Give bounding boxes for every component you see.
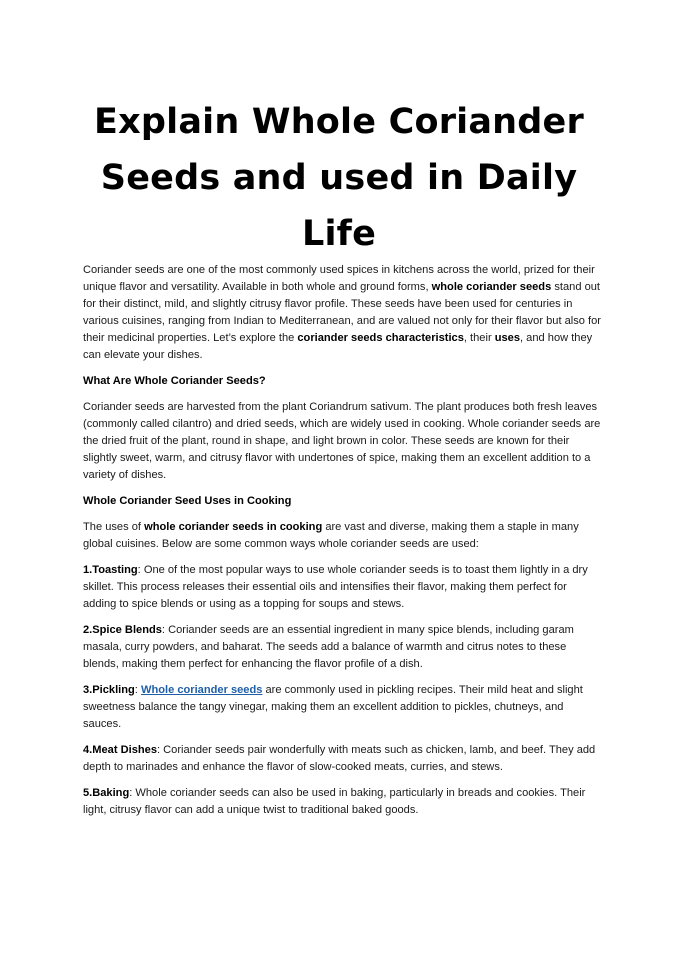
list-item-label: 2.Spice Blends bbox=[83, 624, 162, 636]
spacer bbox=[83, 673, 601, 682]
list-item-text: : One of the most popular ways to use whole coriander seeds is to toast them lightly in a dry skillet. This process releases their essential oils and intensifies their flavor, making them perfect for adding to spice blends or using as a topping for soups and stews. bbox=[83, 564, 588, 610]
list-item-separator: : bbox=[134, 684, 141, 696]
list-item-label: 1.Toasting bbox=[83, 564, 138, 576]
uses-bold-phrase: whole coriander seeds in cooking bbox=[144, 521, 323, 533]
intro-bold-characteristics: coriander seeds characteristics bbox=[297, 332, 464, 344]
section-what-are-paragraph: Coriander seeds are harvested from the plant Coriandrum sativum. The plant produces both fresh leaves (commonly called cilantro) and dried seeds, which are widely used in cooking. Whole coriander seeds are the dried fruit of the plant, round in shape, and light brown in color. These seeds are known for their slightly sweet, warm, and citrusy flavor with undertones of spice, making them an excellent addition to a variety of dishes. bbox=[83, 401, 601, 481]
intro-text-1: Coriander seeds are one of the most commonly used spices in kitchens across the world, prized for their unique flavor and versatility. Available in both whole and ground forms, bbox=[83, 264, 595, 293]
list-item-label: 5.Baking bbox=[83, 787, 130, 799]
list-item-toasting bbox=[83, 562, 601, 613]
intro-text-2: stand out for their distinct, mild, and slightly citrusy flavor profile. These seeds have been used for centuries in various cuisines, ranging from Indian to Mediterranean, and are valued not only for their flavor but also for their medicinal properties. Let’s explore the bbox=[83, 281, 601, 344]
page-title: Explain Whole Coriander Seeds and used in Daily Life bbox=[94, 102, 584, 254]
spacer bbox=[83, 553, 601, 562]
article-body bbox=[83, 262, 601, 819]
spacer bbox=[83, 390, 601, 399]
intro-bold-whole-coriander-seeds: whole coriander seeds bbox=[431, 281, 552, 293]
intro-text-4: , and how they can elevate your dishes. bbox=[83, 332, 593, 361]
uses-text-2: are vast and diverse, making them a staple in many global cuisines. Below are some common ways whole coriander seeds are used: bbox=[83, 521, 579, 550]
section-heading-what-are: What Are Whole Coriander Seeds? bbox=[83, 375, 266, 387]
list-item-label: 3.Pickling bbox=[83, 684, 135, 696]
section-uses-paragraph bbox=[83, 519, 601, 553]
list-item-baking bbox=[83, 785, 601, 819]
spacer bbox=[83, 484, 601, 493]
list-item-text: : Whole coriander seeds can also be used in baking, particularly in breads and cookies. Their light, citrusy flavor can add a unique twist to traditional baked goods. bbox=[83, 787, 586, 816]
list-item-text: are commonly used in pickling recipes. Their mild heat and slight sweetness balance the tangy vinegar, making them an excellent addition to pickles, chutneys, and sauces. bbox=[83, 684, 583, 730]
whole-coriander-seeds-link[interactable]: Whole coriander seeds bbox=[140, 684, 263, 696]
intro-bold-uses: uses bbox=[494, 332, 521, 344]
list-item-meat-dishes bbox=[83, 742, 601, 776]
spacer bbox=[83, 510, 601, 519]
spacer bbox=[83, 364, 601, 373]
list-item-text: : Coriander seeds pair wonderfully with meats such as chicken, lamb, and beef. They add depth to marinades and enhance the flavor of slow-cooked meats, curries, and stews. bbox=[83, 744, 596, 773]
section-heading-uses-in-cooking: Whole Coriander Seed Uses in Cooking bbox=[83, 495, 292, 507]
list-item-text: : Coriander seeds are an essential ingredient in many spice blends, including garam masala, curry powders, and baharat. The seeds add a balance of warmth and citrus notes to these blends, making them perfect for enhancing the flavor profile of a dish. bbox=[83, 624, 574, 670]
spacer bbox=[83, 776, 601, 785]
spacer bbox=[83, 613, 601, 622]
uses-text-1: The uses of bbox=[83, 521, 145, 533]
list-item-pickling bbox=[83, 682, 601, 733]
intro-paragraph bbox=[83, 262, 601, 364]
intro-text-3: , their bbox=[463, 332, 495, 344]
spacer bbox=[83, 733, 601, 742]
list-item-spice-blends bbox=[83, 622, 601, 673]
list-item-label: 4.Meat Dishes bbox=[83, 744, 157, 756]
